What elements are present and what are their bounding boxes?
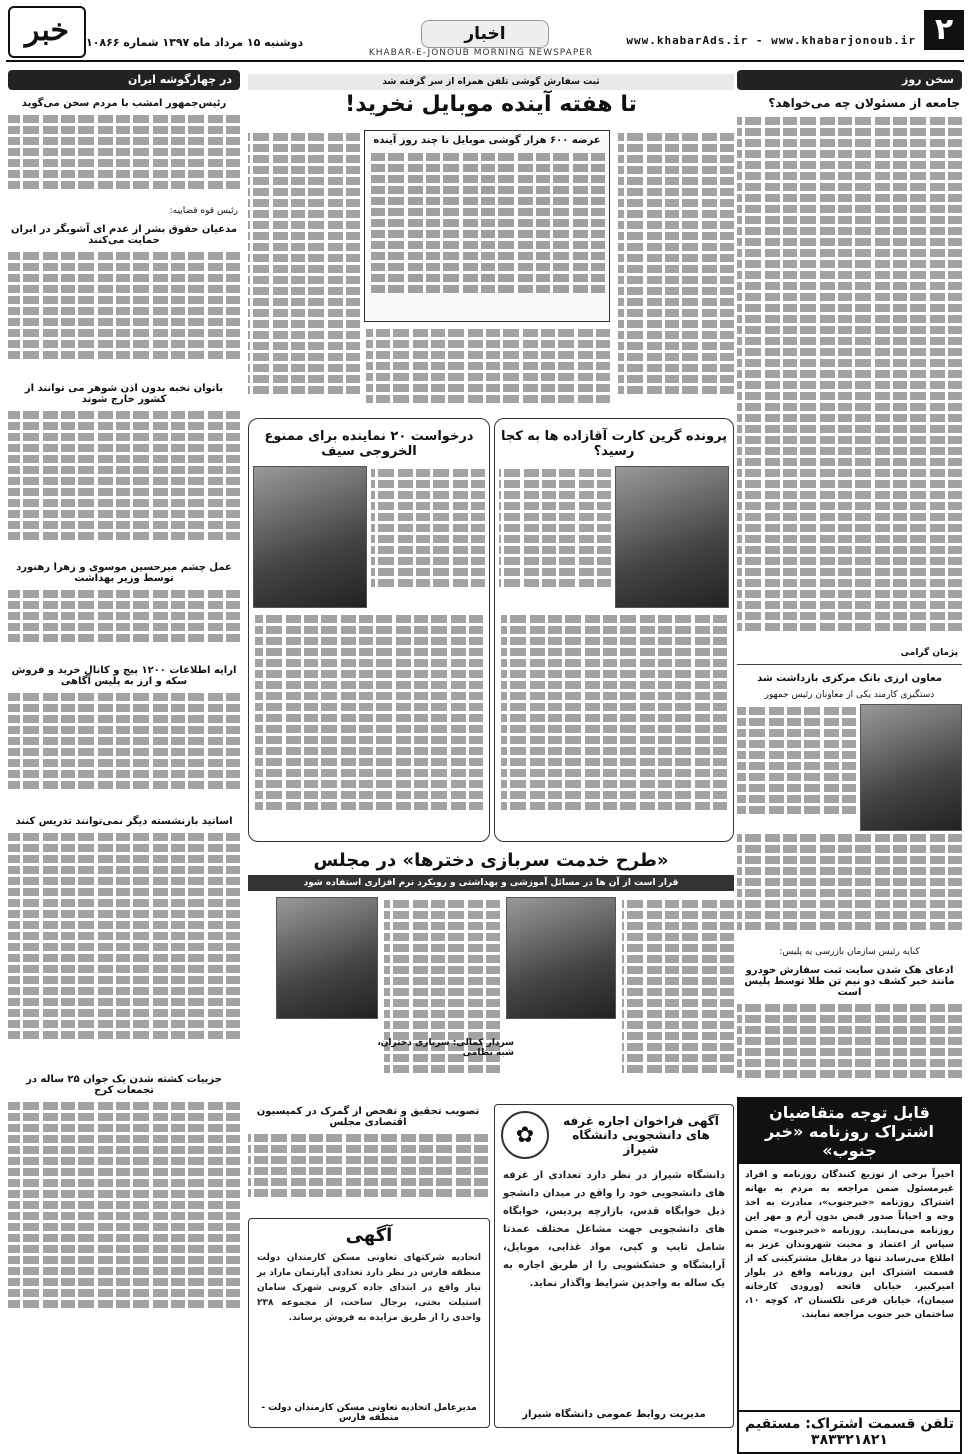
photo-caption: سردار کمالی: سربازی دختران، شبه نظامی	[377, 1038, 514, 1058]
story-body	[737, 1001, 962, 1091]
portrait-photo	[615, 466, 729, 608]
editorial-body	[737, 114, 962, 644]
main-column	[248, 70, 734, 1426]
story-kicker: دستگیری کارمند یکی از معاونان رئیس جمهور	[764, 690, 935, 700]
masthead	[6, 6, 964, 58]
story-kicker: رئیس قوه قضاییه:	[169, 206, 238, 216]
masthead-english: KHABAR-E-JONOUB MORNING NEWSPAPER	[368, 48, 594, 58]
date-issue-line: دوشنبه ۱۵ مرداد ماه ۱۳۹۷ شماره ۱۰۸۶۶	[86, 36, 304, 49]
story-body	[8, 112, 240, 200]
feature-body	[384, 897, 500, 1093]
lead-kicker: ثبت سفارش گوشی تلفن همراه از سر گرفته شد	[248, 74, 734, 90]
story-title: معاون ارزی بانک مرکزی بازداشت شد	[757, 673, 942, 684]
story-body	[8, 690, 240, 808]
story-body	[499, 466, 611, 606]
story-body	[371, 466, 485, 606]
divider	[737, 664, 962, 665]
story-title: مدعیان حقوق بشر از عدم ای آشوبگر در ایران حمایت‌ می‌کنند	[10, 224, 238, 246]
section-title: اخبار	[421, 20, 549, 48]
story-title: تصویب تحقیق و تفحص از گمرک در کمیسیون اقتصادی مجلس	[256, 1106, 480, 1128]
lead-title: تا هفته آینده موبایل نخرید!	[345, 92, 637, 117]
lead-body-right	[618, 130, 734, 410]
website-urls[interactable]: www.khabarAds.ir - www.khabarjonoub.ir	[626, 34, 916, 47]
story-body	[248, 1131, 488, 1211]
portrait-photo	[276, 897, 378, 1019]
story-body	[8, 1099, 240, 1339]
ad-phone: تلفن قسمت اشتراک: مستقیم ۳۸۳۳۲۱۸۲۱	[739, 1410, 960, 1452]
lead-body-left	[248, 130, 360, 410]
notice-title: آگهی	[345, 1225, 393, 1246]
story-title: بانوان نخبه بدون اذن شوهر می توانند از کشور خارج شوند	[24, 383, 224, 405]
story-body	[8, 587, 240, 657]
notice-title: آگهی فراخوان اجاره غرفه های دانشجویی دانشگاه شیراز	[563, 1114, 719, 1156]
feature-story	[248, 846, 734, 1098]
notice-signature: مدیریت روابط عمومی دانشگاه شیراز	[522, 1409, 706, 1420]
inset-title: عرضه ۶۰۰ هزار گوشی موبایل تا چند روز آینده	[373, 135, 601, 146]
column-head: در چهارگوشه ایران	[8, 70, 240, 90]
editorial-column	[737, 70, 962, 1448]
story-body	[8, 408, 240, 554]
ad-body: اخیراً برخی از توزیع کنندگان روزنامه و افراد غیرمسئول ضمن مراجعه به مردم به بهانه اشتراک روزنامه «خبرجنوب»، مبادرت به اخذ وجه و احیاناً صدور قبض بدون آرم و مهر این روزنامه می‌نمایند. روزنامه «خبرجنوب» ضمن سپاس از اعتماد و محبت شهروندان عزیز به اطلاع می‌رساند تنها در مقابل مشترکینی که از قسمت اشتراک این روزنامه واقع در بلوار امیرکبیر، خیابان فاتحه (ورودی کارخانه سیمان)، خیابان فرعی تلکستان ۲، کوچه ۱۰، ساختمان خبر جنوب مراجعه نمایند.	[745, 1170, 955, 1320]
housing-notice[interactable]	[248, 1218, 490, 1428]
story-body-cont	[737, 831, 962, 941]
story-title: عمل چشم میرحسین موسوی و زهرا رهنورد توسط وزیر بهداشت	[16, 562, 232, 584]
story-body	[8, 249, 240, 375]
story-body	[8, 830, 240, 1066]
story-body-cont	[495, 612, 733, 832]
story-box	[248, 418, 490, 842]
lead-body-center	[366, 326, 610, 412]
subscription-ad[interactable]	[737, 1097, 962, 1454]
story-title: درخواست ۲۰ نماینده برای ممنوع الخروجی سیف	[264, 429, 474, 459]
story-title: پرونده گرین کارت آقازاده ها به کجا رسید؟	[500, 429, 728, 459]
column-head: سخن روز	[737, 70, 962, 90]
newspaper-logo: خبر	[8, 6, 86, 58]
lead-story	[248, 74, 734, 414]
provinces-column	[8, 70, 240, 1426]
story-body	[737, 704, 856, 829]
feature-kicker: قرار است از آن ها در مسائل آموزشی و بهداشتی و رویکرد نرم افزاری استفاده شود	[248, 875, 734, 891]
notice-signature: مدیرعامل اتحادیه تعاونی مسکن کارمندان دولت - منطقه فارس	[261, 1403, 477, 1423]
university-notice[interactable]	[494, 1104, 734, 1428]
university-emblem-icon: ✿	[501, 1111, 549, 1159]
story-kicker: کنایه رئیس سازمان بازرسی به پلیس:	[779, 947, 920, 957]
story-title: اساتید بازنشسته دیگر نمی‌توانند تدریس کنند	[15, 816, 233, 827]
story-title: ارایه اطلاعات ۱۲۰۰ پیج و کانال خرید و فروش سکه و ارز به پلیس آگاهی	[11, 665, 237, 687]
ad-title: قابل توجه متقاضیان اشتراک روزنامه «خبر جنوب»	[739, 1099, 960, 1164]
notice-body: دانشگاه شیراز در نظر دارد تعدادی از غرفه های دانشجویی خود را واقع در میدان دانشجو ذیل خوابگاه قدس، بازارچه پردیس، خوابگاه های دانشجویی جهت مشاغل مختلف عمدتا شامل تایپ و کپی، مواد غذایی، موبایل، آرایشگاه و خشکشویی را از طریق اجاره به یک ساله به واجدین شرایط واگذار نماید.	[503, 1170, 725, 1289]
header-divider	[6, 60, 964, 62]
portrait-photo	[506, 897, 616, 1019]
story-title: ادعای هک شدن سایت ثبت سفارش خودرو مانند خبر کشف دو نیم تن طلا توسط پلیس است	[744, 965, 955, 998]
notice-body: اتحادیه شرکتهای تعاونی مسکن کارمندان دولت منطقه فارس در نظر دارد تعدادی آپارتمان مازاد بر نیاز واقع در ابتدای جاده کرونی شهرک سامان استیلت بختی، برجال ساخت، از مجموعه ۲۳۸ واحدی را از طریق مزایده به فروش برساند.	[257, 1253, 481, 1323]
story-title: جزییات کشته شدن یک جوان ۲۵ ساله در تجمعات کرج	[26, 1074, 222, 1096]
editorial-title: جامعه از مسئولان چه می‌خواهد؟	[768, 96, 960, 110]
author-name: پژمان گرامی	[900, 648, 958, 658]
page-number: ۲	[924, 10, 964, 50]
inset-body	[365, 150, 609, 310]
feature-title: «طرح خدمت سربازی دختر‌ها» در مجلس	[313, 850, 669, 871]
feature-body	[622, 897, 734, 1093]
story-title: رئیس‌جمهور امشب با مردم سخن می‌گوید	[21, 98, 227, 109]
story-body-cont	[249, 612, 489, 832]
lead-inset-box	[364, 130, 610, 322]
portrait-photo	[860, 704, 962, 831]
portrait-photo	[253, 466, 367, 608]
customs-story	[248, 1104, 488, 1214]
story-box	[494, 418, 734, 842]
